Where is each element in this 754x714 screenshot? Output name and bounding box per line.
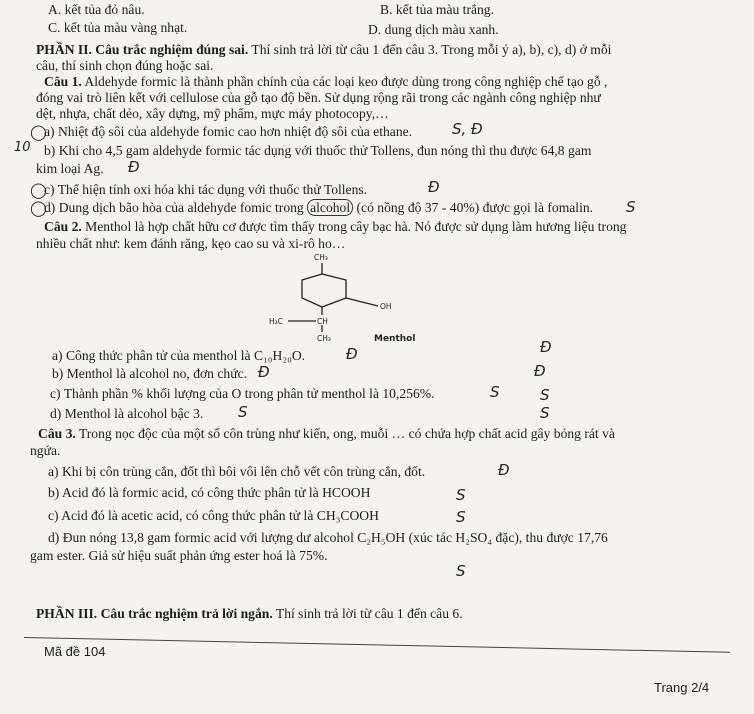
q1-statement-c: c) Thể hiện tính oxi hóa khi tác dụng với thuốc thử Tollens. [44,182,368,197]
handwritten-mark-q2b: Đ [258,363,270,381]
q2-statement-c: c) Thành phần % khối lượng của O trong phân tử menthol là 10,256%. [50,386,435,401]
handwritten-mark-q2a-right: Đ [540,338,552,356]
part2-intro-line1 [36,42,611,58]
q1-text-line3: dệt, nhựa, chất dẻo, xây dựng, mỹ phẩm, mực máy photocopy,… [36,106,389,121]
option-c: C. kết tủa màu vàng nhạt. [48,20,188,35]
label-ch: CH [317,317,328,326]
handwritten-mark-q2d: S [238,403,248,421]
menthol-structure [250,252,450,344]
q3-statement-c: c) Acid đó là acetic acid, có công thức phân tử là CH₃COOH [48,508,379,523]
footer-divider [24,637,730,653]
handwritten-mark-q2d-right: S [540,404,550,422]
q2-statement-b: b) Menthol là alcohol no, đơn chức. [52,366,248,381]
handwritten-mark-q3d: S [456,562,466,580]
q3-text-line1: Câu 3. Trong nọc độc của một số côn trùng như kiến, ong, muỗi … có chứa hợp chất acid gây bỏng rát và [38,426,615,441]
handwritten-mark-q1d-left: ◯ [30,199,47,217]
q3-statement-d-line2: gam ester. Giả sử hiệu suất phản ứng ester hoá là 75%. [30,548,328,563]
part3-intro: PHẦN III. Câu trắc nghiệm trả lời ngắn. Thí sinh trả lời từ câu 1 đến câu 6. [36,606,463,621]
q2-text-line2: nhiều chất như: kem đánh răng, kẹo cao su và xi-rô ho… [36,236,346,251]
q3-text-line2: ngứa. [30,443,61,458]
label-ch3-bottom: CH₃ [317,334,331,343]
q1-text-line2: đóng vai trò liên kết với cellulose của gỗ tạo độ bền. Sử dụng rộng rãi trong các ngành công nghiệp như [36,90,601,105]
q3-statement-b: b) Acid đó là formic acid, có công thức phân tử là HCOOH [48,485,371,500]
label-ch3-top: CH₃ [314,253,328,262]
q1-statement-b-line1: b) Khi cho 4,5 gam aldehyde formic tác dụng với thuốc thử Tollens, đun nóng thì thu được 64,8 gam [44,143,592,158]
q1-statement-a: a) Nhiệt độ sôi của aldehyde fomic cao hơn nhiệt độ sôi của ethane. [44,124,413,139]
option-d: D. dung dịch màu xanh. [368,22,499,37]
handwritten-mark-q2c-right: S [540,386,550,404]
q2-label: Câu 2. [44,219,82,234]
q1-label: Câu 1. [44,74,82,89]
q3-statement-a: a) Khi bị côn trùng cắn, đốt thì bôi vôi lên chỗ vết côn trùng cắn, đốt. [48,464,426,479]
handwritten-mark-q1d: S [626,198,636,216]
part2-intro-line2: câu, thí sinh chọn đúng hoặc sai. [36,58,214,73]
handwritten-mark-q1-left: 10 [14,140,31,155]
part3-heading: PHẦN III. Câu trắc nghiệm trả lời ngắn. [36,606,273,621]
handwritten-mark-q1b: Đ [128,158,140,176]
label-menthol: Menthol [374,334,416,344]
handwritten-mark-q2a: Đ [346,345,358,363]
handwritten-mark-q2b-right: Đ [534,362,546,380]
option-b: B. kết tủa màu trắng. [380,2,495,17]
page-number: Trang 2/4 [654,680,710,695]
handwritten-mark-q1a: ◯ [30,123,47,141]
handwritten-mark-q1c-left: ◯ [30,181,47,199]
q1-text-line1: Câu 1. Aldehyde formic là thành phần chính của các loại keo được dùng trong công nghiệp chế tạo gỗ , [44,74,608,89]
option-a: A. kết tủa đỏ nâu. [48,2,145,17]
q1-statement-b-line2: kim loại Ag. [36,161,104,176]
q3-statement-d-line1: d) Đun nóng 13,8 gam formic acid với lượng dư alcohol C₂H₅OH (xúc tác H₂SO₄ đặc), thu được 17,76 [48,530,608,545]
handwritten-mark-q1c: Đ [428,178,440,196]
part2-heading: PHẦN II. Câu trắc nghiệm đúng sai. [36,42,249,57]
exam-code: Mã đề 104 [44,644,106,659]
boxed-word: alcohol [307,199,353,216]
handwritten-mark-q3c: S [456,508,466,526]
label-oh: OH [380,302,392,311]
handwritten-mark-q1a-right: S, Đ [452,120,483,138]
q2-statement-d: d) Menthol là alcohol bậc 3. [50,406,204,421]
q2-statement-a: a) Công thức phân tử của menthol là C₁₀H₂₀O. [52,348,306,363]
part2-intro: Thí sinh trả lời từ câu 1 đến câu 3. Trong mỗi ý a), b), c), d) ở mỗi [248,42,612,57]
q1-statement-d: d) Dung dịch bão hòa của aldehyde fomic trong alcohol (có nồng độ 37 - 40%) được gọi là fomalin. [44,200,594,215]
q2-text-line1: Câu 2. Menthol là hợp chất hữu cơ được tìm thấy trong cây bạc hà. Nó được sử dụng làm hương liệu trong [44,219,627,234]
handwritten-mark-q2c: S [490,383,500,401]
label-h3c: H₃C [269,317,283,326]
handwritten-mark-q3b: S [456,486,466,504]
handwritten-mark-q3a: Đ [498,461,510,479]
q3-label: Câu 3. [38,426,76,441]
